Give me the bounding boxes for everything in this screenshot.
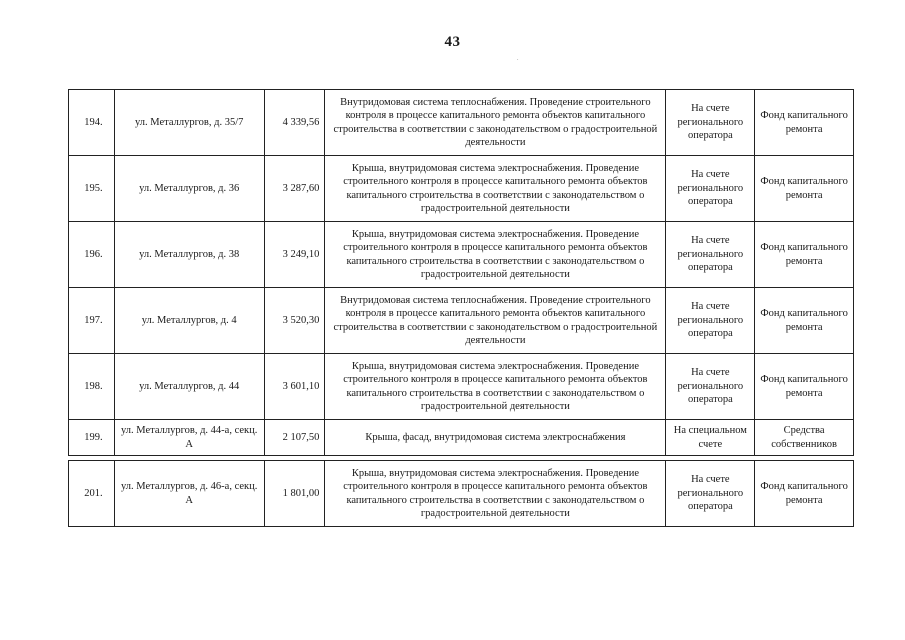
repair-table (68, 89, 854, 527)
row-account: На счете регионального оператора (666, 354, 755, 419)
row-fund: Фонд капитального ремонта (760, 242, 848, 267)
row-works: Крыша, внутридомовая система электроснабжения. Проведение строительного контроля в процессе капитального ремонта объектов капитального строительства в соответствии с законодательством о градостроительной деятельности (325, 354, 666, 419)
row-fund: Фонд капитального ремонта (760, 374, 848, 399)
row-address: ул. Металлургов, д. 38 (115, 222, 265, 287)
row-cost: 3 601,10 (265, 354, 326, 419)
table-row (68, 353, 854, 420)
row-fund: Фонд капитального ремонта (760, 308, 848, 333)
row-cost: 4 339,56 (265, 90, 326, 155)
row-cost: 3 249,10 (265, 222, 326, 287)
row-fund: Фонд капитального ремонта (760, 110, 848, 135)
table-row (68, 419, 854, 456)
row-number: 199. (69, 420, 115, 455)
table-row (68, 89, 854, 156)
row-works: Внутридомовая система теплоснабжения. Проведение строительного контроля в процессе капитального ремонта объектов капитального строительства в соответствии с законодательством о градостроительной деятельности (325, 90, 666, 155)
row-number: 194. (69, 90, 115, 155)
row-account: На специальном счете (666, 420, 755, 455)
page-number: 43 (444, 34, 461, 50)
row-account: На счете регионального оператора (666, 90, 755, 155)
row-works: Крыша, внутридомовая система электроснабжения. Проведение строительного контроля в процессе капитального ремонта объектов капитального строительства в соответствии с законодательством о градостроительной деятельности (325, 222, 666, 287)
row-cost: 2 107,50 (265, 420, 326, 455)
row-address: ул. Металлургов, д. 44 (115, 354, 265, 419)
row-cost: 3 287,60 (265, 156, 326, 221)
row-fund: Средства собственников (771, 425, 837, 450)
row-account: На счете регионального оператора (666, 461, 755, 526)
row-cost: 3 520,30 (265, 288, 326, 353)
row-address: ул. Металлургов, д. 44-а, секц. А (115, 420, 265, 455)
row-works: Крыша, внутридомовая система электроснабжения. Проведение строительного контроля в процессе капитального ремонта объектов капитального строительства в соответствии с законодательством о градостроительной деятельности (325, 461, 666, 526)
row-address: ул. Металлургов, д. 36 (115, 156, 265, 221)
row-number: 196. (69, 222, 115, 287)
row-account: На счете регионального оператора (666, 288, 755, 353)
row-cost: 1 801,00 (265, 461, 326, 526)
row-works: Крыша, фасад, внутридомовая система электроснабжения (325, 420, 666, 455)
table-row (68, 155, 854, 222)
row-works: Внутридомовая система теплоснабжения. Проведение строительного контроля в процессе капитального ремонта объектов капитального строительства в соответствии с законодательством о градостроительной деятельности (325, 288, 666, 353)
row-address: ул. Металлургов, д. 35/7 (115, 90, 265, 155)
table-row (68, 221, 854, 288)
row-number: 197. (69, 288, 115, 353)
row-fund: Фонд капитального ремонта (760, 176, 848, 201)
row-number: 195. (69, 156, 115, 221)
row-account: На счете регионального оператора (666, 156, 755, 221)
row-address: ул. Металлургов, д. 4 (115, 288, 265, 353)
row-number: 198. (69, 354, 115, 419)
row-works: Крыша, внутридомовая система электроснабжения. Проведение строительного контроля в процессе капитального ремонта объектов капитального строительства в соответствии с законодательством о градостроительной деятельности (325, 156, 666, 221)
row-fund: Фонд капитального ремонта (760, 481, 848, 506)
row-number: 201. (69, 461, 115, 526)
stray-mark: . (517, 56, 519, 62)
table-row (68, 460, 854, 527)
row-address: ул. Металлургов, д. 46-а, секц. А (115, 461, 265, 526)
row-account: На счете регионального оператора (666, 222, 755, 287)
table-row (68, 287, 854, 354)
